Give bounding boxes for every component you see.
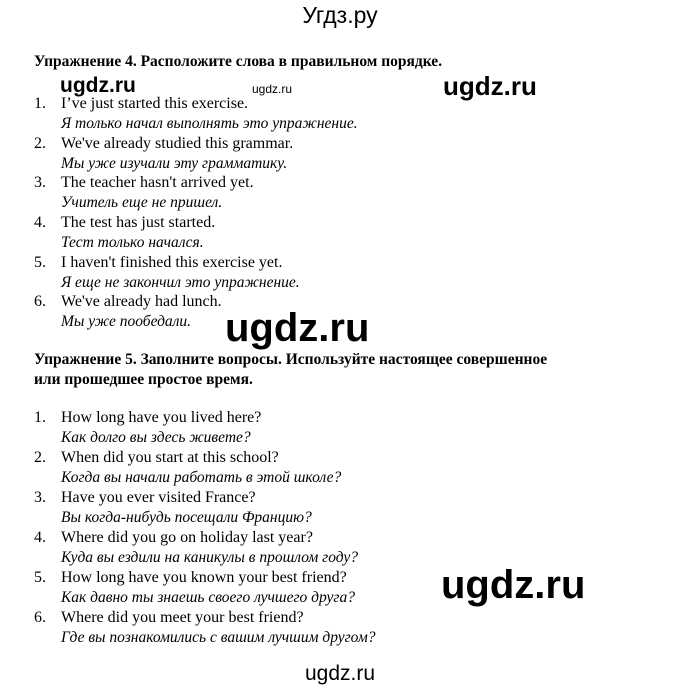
watermark: ugdz.ru bbox=[252, 82, 293, 96]
russian-translation: Как давно ты знаешь своего лучшего друга? bbox=[61, 589, 355, 606]
english-sentence: The teacher hasn't arrived yet. bbox=[61, 174, 254, 191]
exercise-4-heading: Упражнение 4. Расположите слова в правильном порядке. bbox=[34, 53, 443, 70]
watermark: ugdz.ru bbox=[225, 306, 370, 350]
english-sentence: We've already had lunch. bbox=[61, 293, 222, 310]
watermark: ugdz.ru bbox=[441, 563, 586, 607]
english-sentence: When did you start at this school? bbox=[61, 449, 279, 466]
russian-translation: Тест только начался. bbox=[61, 234, 204, 251]
item-number: 6. bbox=[34, 609, 46, 626]
item-number: 2. bbox=[34, 449, 46, 466]
russian-translation: Мы уже изучали эту грамматику. bbox=[61, 155, 288, 172]
english-sentence: I’ve just started this exercise. bbox=[61, 95, 249, 112]
watermark: ugdz.ru bbox=[443, 71, 537, 101]
item-number: 4. bbox=[34, 214, 46, 231]
russian-translation: Учитель еще не пришел. bbox=[61, 194, 223, 211]
english-sentence: How long have you lived here? bbox=[61, 409, 262, 426]
english-sentence: Have you ever visited France? bbox=[61, 489, 256, 506]
english-sentence: Where did you go on holiday last year? bbox=[61, 529, 313, 546]
item-number: 3. bbox=[34, 489, 46, 506]
site-title: Угдз.ру bbox=[302, 2, 378, 28]
exercise-5-heading-line-1: Упражнение 5. Заполните вопросы. Используйте настоящее совершенное bbox=[34, 351, 548, 368]
english-sentence: Where did you meet your best friend? bbox=[61, 609, 304, 626]
item-number: 6. bbox=[34, 293, 46, 310]
item-number: 4. bbox=[34, 529, 46, 546]
item-number: 5. bbox=[34, 569, 46, 586]
item-number: 5. bbox=[34, 254, 46, 271]
russian-translation: Куда вы ездили на каникулы в прошлом году? bbox=[61, 549, 359, 566]
item-number: 2. bbox=[34, 135, 46, 152]
english-sentence: We've already studied this grammar. bbox=[61, 135, 294, 152]
english-sentence: I haven't finished this exercise yet. bbox=[61, 254, 283, 271]
footer-watermark: ugdz.ru bbox=[304, 662, 376, 685]
russian-translation: Я только начал выполнять это упражнение. bbox=[61, 115, 358, 132]
russian-translation: Вы когда-нибудь посещали Францию? bbox=[61, 509, 312, 526]
russian-translation: Когда вы начали работать в этой школе? bbox=[61, 469, 342, 486]
exercise-5-heading-line-2: или прошедшее простое время. bbox=[34, 371, 253, 388]
russian-translation: Я еще не закончил это упражнение. bbox=[61, 274, 300, 291]
item-number: 1. bbox=[34, 409, 46, 426]
watermark: ugdz.ru bbox=[60, 74, 136, 97]
item-number: 3. bbox=[34, 174, 46, 191]
russian-translation: Где вы познакомились с вашим лучшим другом? bbox=[61, 629, 376, 646]
english-sentence: The test has just started. bbox=[61, 214, 216, 231]
english-sentence: How long have you known your best friend? bbox=[61, 569, 347, 586]
item-number: 1. bbox=[34, 95, 46, 112]
russian-translation: Мы уже пообедали. bbox=[61, 313, 192, 330]
russian-translation: Как долго вы здесь живете? bbox=[61, 429, 251, 446]
